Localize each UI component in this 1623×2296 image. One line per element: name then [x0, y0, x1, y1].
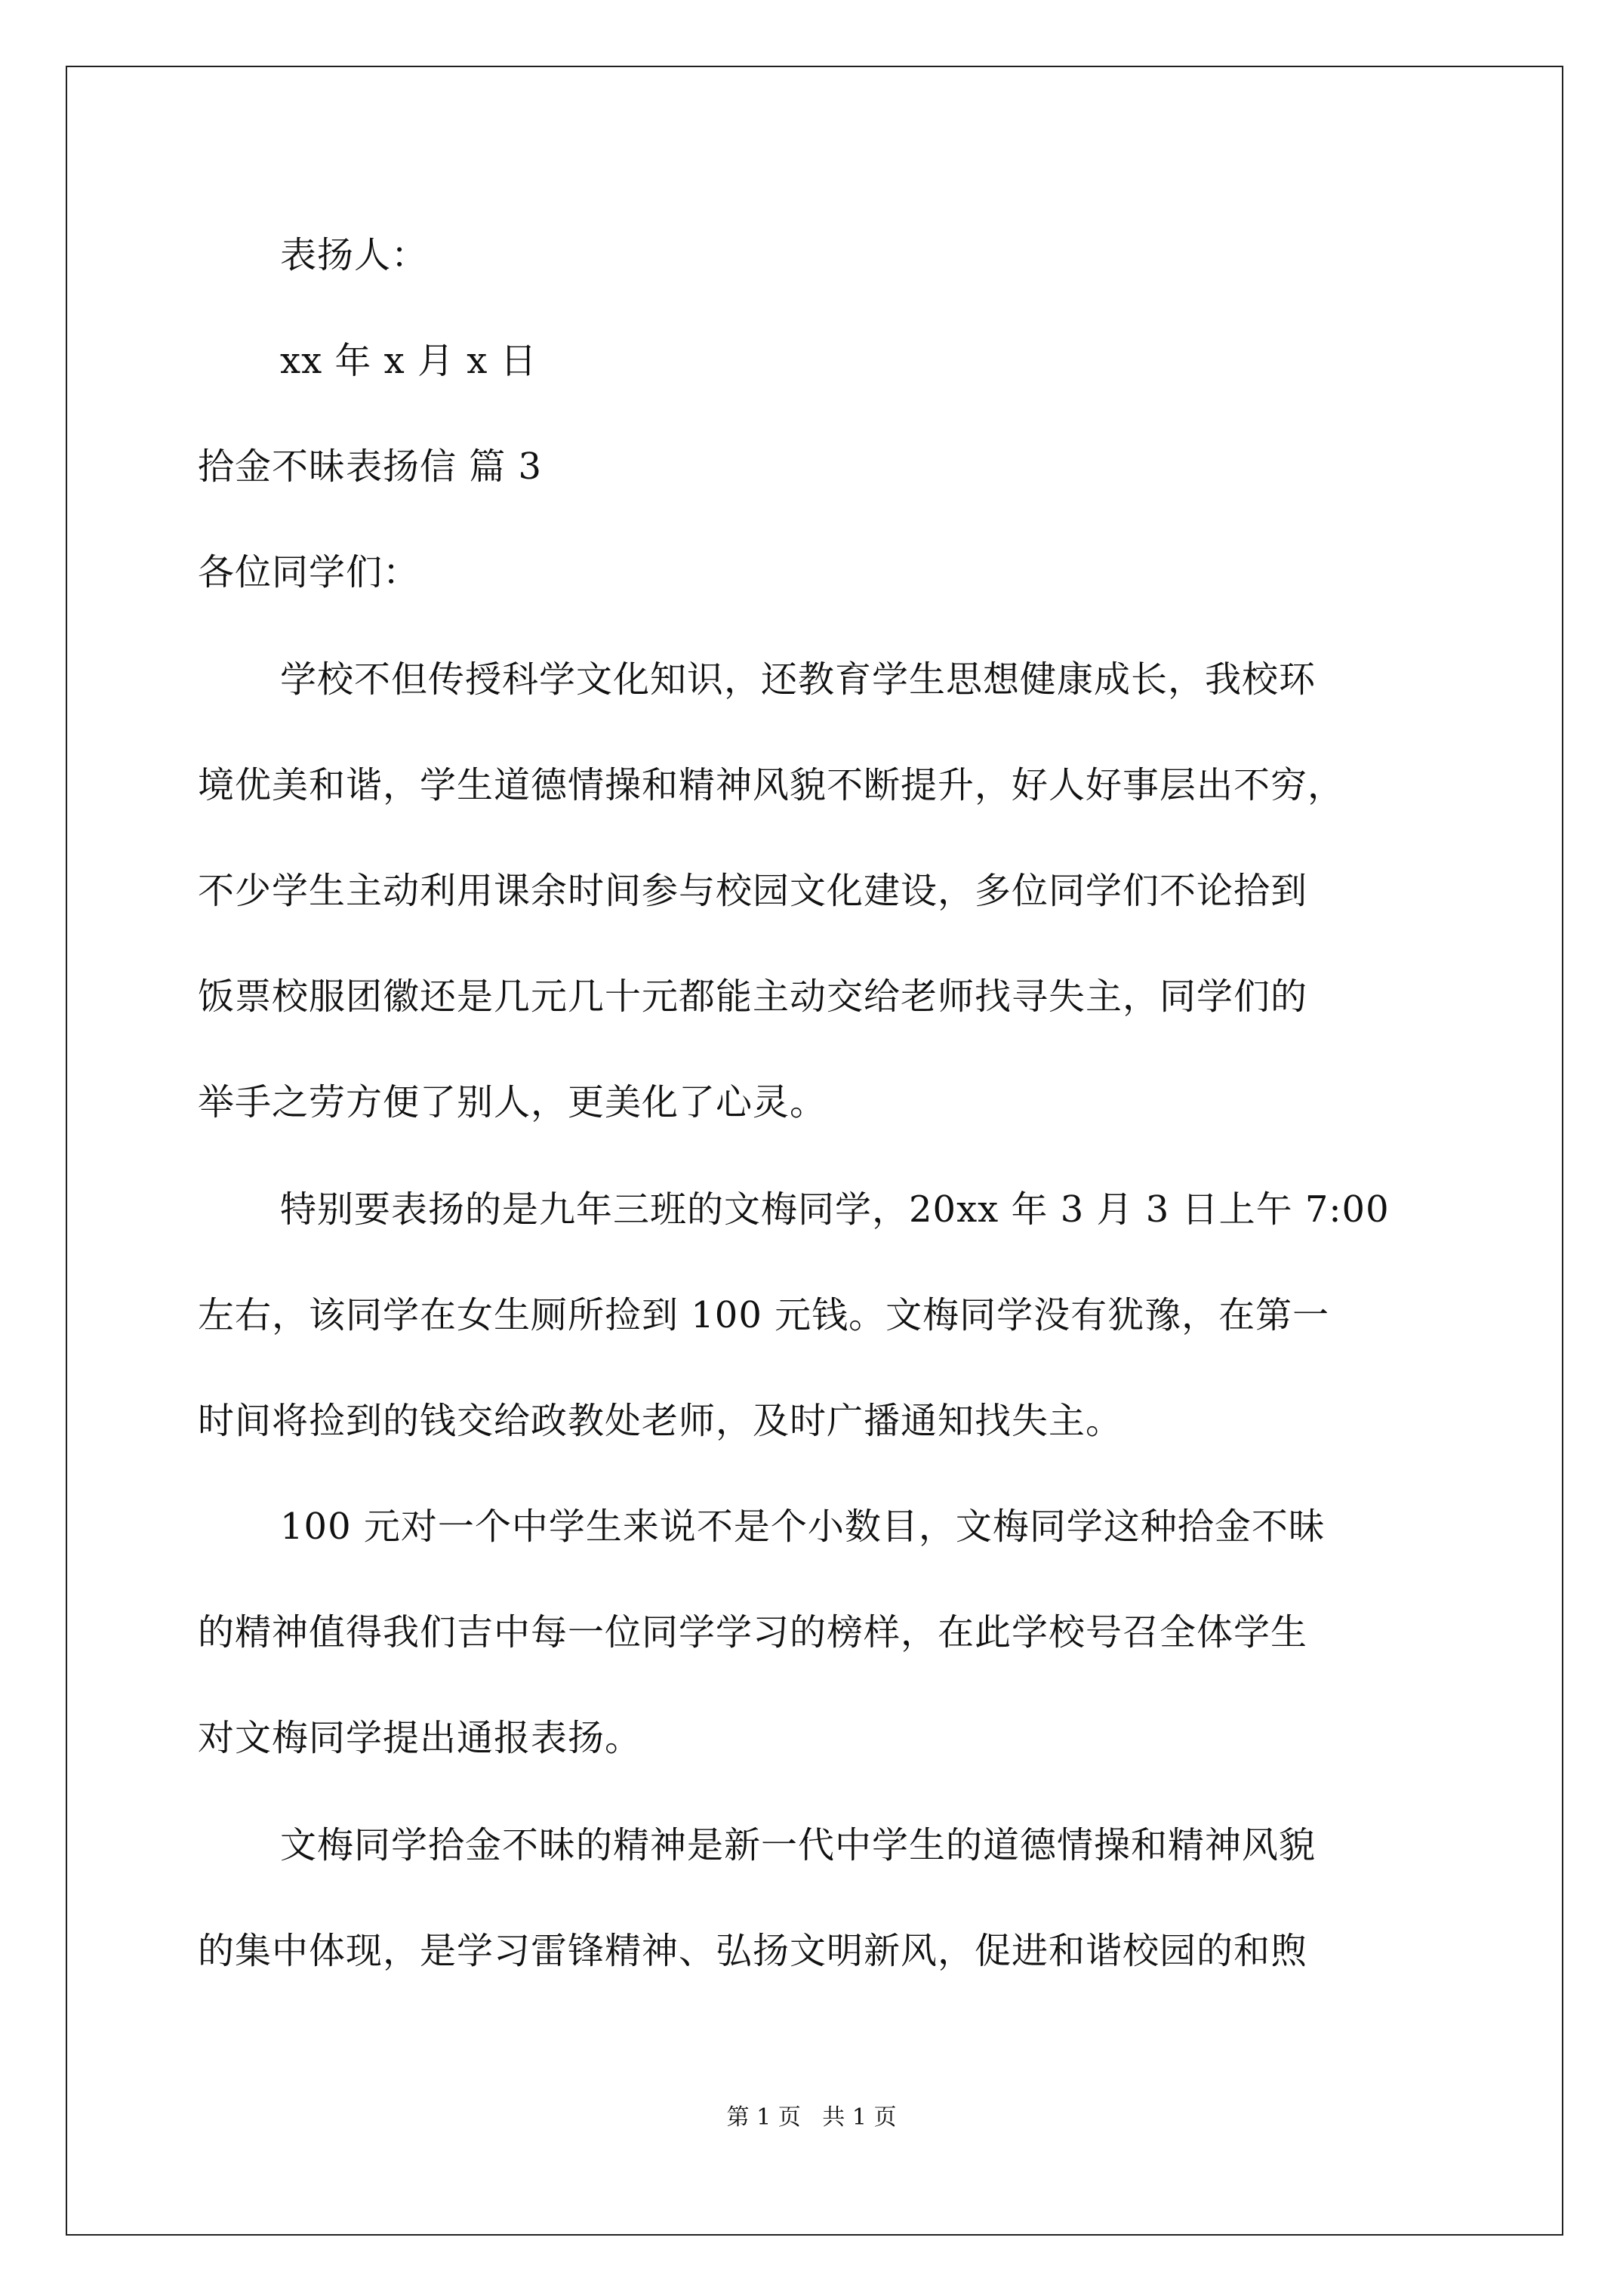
paragraph-1-line-3: 不少学生主动利用课余时间参与校园文化建设，多位同学们不论拾到 — [198, 870, 1308, 912]
paragraph-3-line-2: 的精神值得我们吉中每一位同学学习的榜样，在此学校号召全体学生 — [198, 1611, 1308, 1653]
paragraph-2-line-2: 左右，该同学在女生厕所捡到 100 元钱。文梅同学没有犹豫，在第一 — [198, 1294, 1330, 1336]
paragraph-1-line-1: 学校不但传授科学文化知识，还教育学生思想健康成长，我校环 — [280, 658, 1317, 701]
paragraph-4-line-1: 文梅同学拾金不昧的精神是新一代中学生的道德情操和精神风貌 — [280, 1824, 1317, 1866]
signature-label: 表扬人： — [280, 234, 429, 276]
date-line: xx 年 x 月 x 日 — [280, 340, 537, 382]
paragraph-1-line-2: 境优美和谐，学生道德情操和精神风貌不断提升，好人好事层出不穷， — [198, 764, 1345, 806]
paragraph-3-line-1: 100 元对一个中学生来说不是个小数目，文梅同学这种拾金不昧 — [280, 1505, 1326, 1548]
salutation: 各位同学们： — [198, 551, 420, 593]
paragraph-1-line-5: 举手之劳方便了别人，更美化了心灵。 — [198, 1081, 827, 1123]
paragraph-2-line-1: 特别要表扬的是九年三班的文梅同学，20xx 年 3 月 3 日上午 7:00 — [280, 1188, 1390, 1231]
paragraph-1-line-4: 饭票校服团徽还是几元几十元都能主动交给老师找寻失主，同学们的 — [198, 975, 1308, 1018]
paragraph-3-line-3: 对文梅同学提出通报表扬。 — [198, 1717, 642, 1759]
paragraph-4-line-2: 的集中体现，是学习雷锋精神、弘扬文明新风，促进和谐校园的和煦 — [198, 1930, 1308, 1972]
paragraph-2-line-3: 时间将捡到的钱交给政教处老师，及时广播通知找失主。 — [198, 1400, 1123, 1442]
page-border — [66, 66, 1563, 2236]
page-footer: 第 1 页 共 1 页 — [726, 2104, 897, 2131]
section-heading: 拾金不昧表扬信 篇 3 — [198, 445, 543, 488]
